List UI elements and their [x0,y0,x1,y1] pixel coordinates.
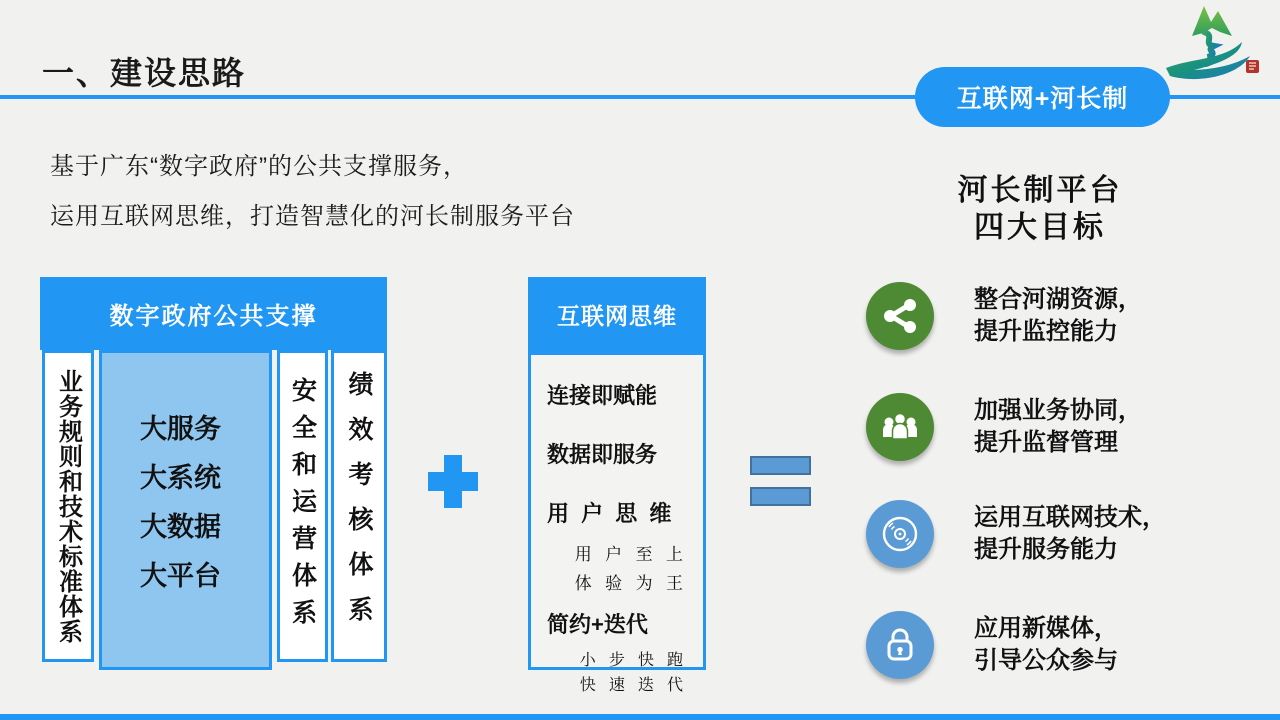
goal-item-collaboration [866,392,1266,462]
thinking-sub-fast-iterate: 快 速 迭 代 [579,675,687,694]
goals-title-line-2: 四大目标 [974,211,1106,244]
thinking-item-user: 用 户 思 维 [547,501,675,526]
big-four-item: 大服务 [140,414,221,444]
big-four-item: 大系统 [140,463,221,493]
goal-text-line-2: 提升监督管理 [974,429,1118,456]
disc-icon [866,500,934,568]
goals-title [930,172,1150,246]
intro-text [50,142,575,242]
column-performance [331,350,387,662]
column-security-operation [277,350,328,662]
equals-icon [750,456,811,506]
digital-gov-box-header: 数字政府公共支撑 [40,277,387,350]
bottom-accent-bar [0,714,1280,720]
intro-line-1: 基于广东“数字政府”的公共支撑服务， [50,153,468,180]
column-security-operation-label: 安全和运营体系 [288,376,317,636]
plus-icon [428,455,478,508]
goal-text [974,613,1118,677]
thinking-sub-experience: 体 验 为 王 [574,574,687,594]
column-business-rules [42,350,94,662]
lock-icon [866,611,934,679]
goal-text-line-1: 运用互联网技术， [974,504,1166,531]
internet-thinking-header: 互联网思维 [528,277,706,352]
goal-item-technology [866,499,1266,569]
goals-title-line-1: 河长制平台 [957,174,1123,207]
goal-text [974,502,1166,566]
users-icon [866,393,934,461]
goal-text-line-2: 提升服务能力 [974,536,1118,563]
goal-item-new-media [866,610,1266,680]
thinking-item-data: 数据即服务 [547,442,658,467]
goal-text [974,284,1142,348]
intro-line-2: 运用互联网思维，打造智慧化的河长制服务平台 [50,203,575,230]
thinking-item-iterate: 简约+迭代 [547,612,648,637]
goal-text-line-1: 加强业务协同， [974,397,1142,424]
big-four-item: 大数据 [140,512,221,542]
thinking-item-connect: 连接即赋能 [547,383,658,408]
goal-text-line-2: 引导公众参与 [974,647,1118,674]
internet-thinking-body [528,352,706,694]
column-performance-label: 绩效考核体系 [345,371,373,641]
guangdong-logo [1158,2,1264,102]
column-business-rules-label: 业务规则和技术标准体系 [54,368,82,644]
goal-item-resources [866,281,1266,351]
goal-text-line-1: 应用新媒体， [974,615,1118,642]
goal-text [974,395,1142,459]
goal-text-line-1: 整合河湖资源， [974,286,1142,313]
page-title: 一、建设思路 [42,55,247,91]
topic-badge: 互联网+河长制 [915,67,1170,127]
thinking-sub-small-steps: 小 步 快 跑 [579,650,687,669]
share-icon [866,282,934,350]
thinking-sub-user-first: 用 户 至 上 [574,545,687,565]
goal-text-line-2: 提升监控能力 [974,318,1118,345]
big-four-item: 大平台 [140,561,221,591]
column-big-four [99,350,272,670]
